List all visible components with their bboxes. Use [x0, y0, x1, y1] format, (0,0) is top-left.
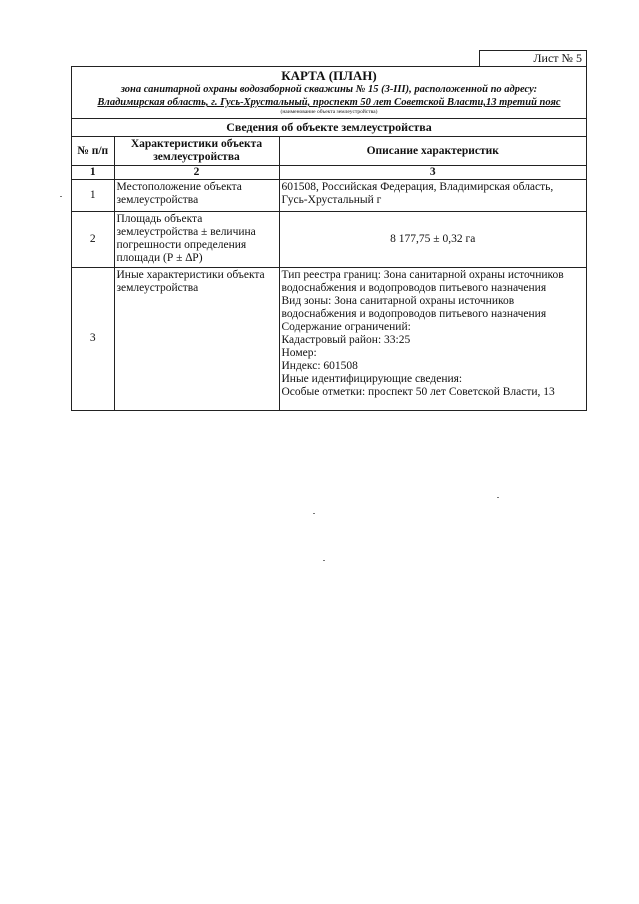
column-header-characteristic: Характеристики объекта землеустройства: [114, 137, 279, 166]
column-index: 2: [114, 166, 279, 180]
table-row: [72, 180, 586, 212]
row-characteristic: [114, 212, 279, 268]
scan-speck: [497, 497, 499, 498]
characteristic-line: землеустройства: [116, 282, 199, 294]
characteristic-line: погрешности определения: [116, 239, 247, 251]
row-number: 3: [72, 268, 114, 410]
column-header-number: № п/п: [72, 137, 114, 166]
column-header-description: Описание характеристик: [279, 137, 586, 166]
object-name-caption: (наименование объекта землеустройства): [280, 109, 378, 115]
document-frame: [71, 66, 587, 411]
description-line: Номер:: [281, 347, 317, 359]
characteristics-table: [72, 137, 586, 410]
row-number: 1: [72, 180, 114, 212]
row-characteristic: [114, 268, 279, 410]
row-description: [279, 180, 586, 212]
section-title: Сведения об объекте землеустройства: [72, 119, 586, 137]
description-line: Индекс: 601508: [281, 360, 358, 372]
characteristic-line: Местоположение объекта: [116, 181, 242, 193]
sheet-number: Лист № 5: [479, 50, 587, 66]
document-header: [72, 67, 586, 119]
column-index: 3: [279, 166, 586, 180]
characteristic-line: Площадь объекта: [116, 213, 203, 225]
row-characteristic: [114, 180, 279, 212]
column-index: 1: [72, 166, 114, 180]
row-number: 2: [72, 212, 114, 268]
description-line: Содержание ограничений:: [281, 321, 411, 333]
characteristic-line: Иные характеристики объекта: [116, 269, 265, 281]
description-line: водоснабжения и водопроводов питьевого назначения: [281, 282, 547, 294]
description-line: 8 177,75 ± 0,32 га: [390, 233, 476, 245]
description-line: Иные идентифицирующие сведения:: [281, 373, 463, 385]
document-title: КАРТА (ПЛАН): [281, 68, 377, 83]
description-line: 601508, Российская Федерация, Владимирская область,: [281, 181, 554, 193]
table-header-row: [72, 137, 586, 166]
description-line: Кадастровый район: 33:25: [281, 334, 411, 346]
characteristic-line: землеустройства: [116, 194, 199, 206]
characteristic-line: землеустройства ± величина: [116, 226, 256, 238]
description-line: водоснабжения и водопроводов питьевого назначения: [281, 308, 547, 320]
table-row: [72, 268, 586, 410]
column-index-row: [72, 166, 586, 180]
table-row: [72, 212, 586, 268]
scan-speck: [323, 560, 325, 561]
object-description: зона санитарной охраны водозаборной скважины № 15 (3-III), расположенной по адресу:: [120, 84, 538, 95]
scan-speck: [60, 196, 62, 197]
description-line: Особые отметки: проспект 50 лет Советской Власти, 13: [281, 386, 555, 398]
description-line: Гусь-Хрустальный г: [281, 194, 382, 206]
row-description: [279, 212, 586, 268]
description-line: Вид зоны: Зона санитарной охраны источников: [281, 295, 515, 307]
object-address: Владимирская область, г. Гусь-Хрустальный, проспект 50 лет Советской Власти,13 третий пояс: [97, 97, 561, 108]
row-description: [279, 268, 586, 410]
description-line: Тип реестра границ: Зона санитарной охраны источников: [281, 269, 564, 281]
scan-speck: [313, 513, 315, 514]
characteristic-line: площади (Р ± ∆Р): [116, 252, 203, 264]
